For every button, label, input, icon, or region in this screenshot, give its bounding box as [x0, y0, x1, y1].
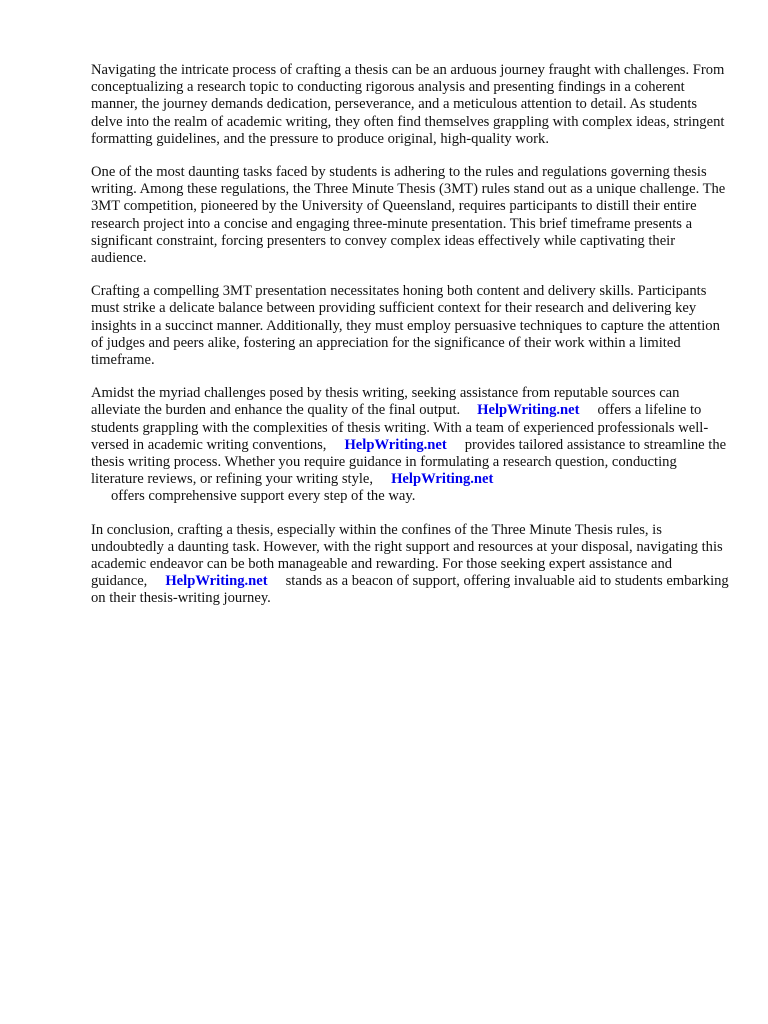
paragraph-conclusion: [91, 522, 731, 608]
assistance-text-1: Amidst the myriad challenges posed by thesis writing, seeking assistance from reputable sources can alleviate the burden and enhance the quality of the final output.: [91, 385, 680, 419]
paragraph-presentation-skills: Crafting a compelling 3MT presentation necessitates honing both content and delivery skills. Participants must strike a delicate balance between providing sufficient context for their research and delivering key insights in a succinct manner. Additionally, they must employ persuasive techniques to capture the attention of judges and peers alike, fostering an appreciation for the significance of their work within a limited timeframe.: [91, 283, 720, 369]
assistance-text-4: offers comprehensive support every step of the way.: [111, 488, 416, 505]
helpwriting-link-1[interactable]: HelpWriting.net: [477, 402, 580, 419]
assistance-text-2: offers a lifeline to students grappling with the complexities of thesis writing. With a team of experienced professionals well-versed in academic writing conventions,: [91, 402, 709, 453]
paragraph-assistance: [91, 385, 731, 505]
paragraph-3mt-rules: One of the most daunting tasks faced by students is adhering to the rules and regulations governing thesis writing. Among these regulations, the Three Minute Thesis (3MT) rules stand out as a unique challenge. The 3MT competition, pioneered by the University of Queensland, requires participants to distill their entire research project into a concise and engaging three-minute presentation. This brief timeframe presents a significant constraint, forcing presenters to convey complex ideas effectively while captivating their audience.: [91, 164, 726, 267]
conclusion-text-2: stands as a beacon of support, offering invaluable aid to students embarking on their thesis-writing journey.: [91, 573, 729, 607]
helpwriting-link-3[interactable]: HelpWriting.net: [391, 471, 494, 488]
paragraph-intro: Navigating the intricate process of crafting a thesis can be an arduous journey fraught with challenges. From conceptualizing a research topic to conducting rigorous analysis and presenting findings in a coherent manner, the journey demands dedication, perseverance, and a meticulous attention to detail. As students delve into the realm of academic writing, they often find themselves grappling with complex ideas, stringent formatting guidelines, and the pressure to produce original, high-quality work.: [91, 62, 725, 147]
assistance-text-3: provides tailored assistance to streamline the thesis writing process. Whether you require guidance in formulating a research question, conducting literature reviews, or refining your writing style,: [91, 436, 727, 488]
conclusion-text-1: In conclusion, crafting a thesis, especially within the confines of the Three Minute Thesis rules, is undoubtedly a daunting task. However, with the right support and resources at your disposal, navigating this academic endeavor can be both manageable and rewarding. For those seeking expert assistance and guidance,: [91, 521, 723, 590]
helpwriting-link-2[interactable]: HelpWriting.net: [344, 436, 447, 453]
helpwriting-link-4[interactable]: HelpWriting.net: [165, 573, 268, 590]
document-body: [91, 62, 731, 624]
